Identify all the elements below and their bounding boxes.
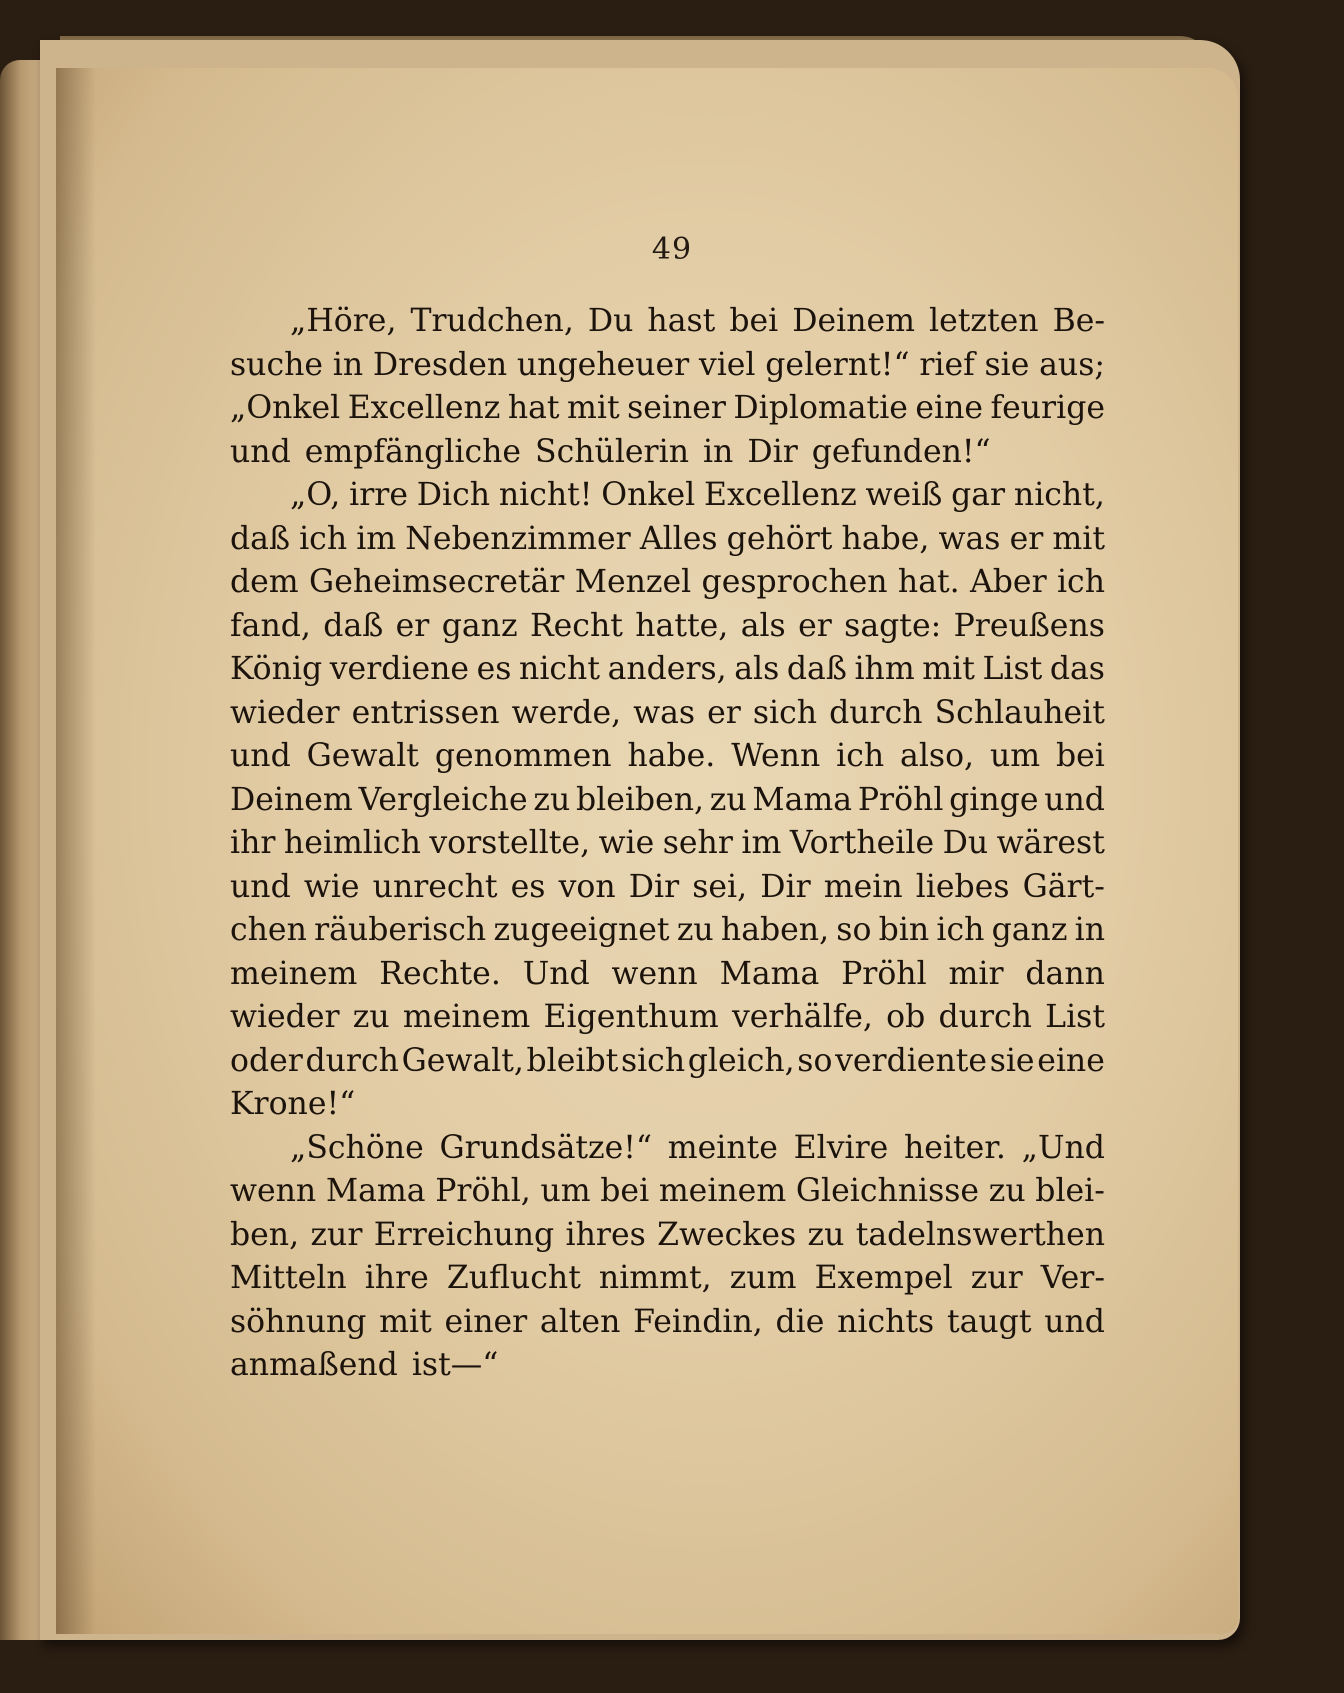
text-line: oder durch Gewalt, bleibt sich gleich, so verdiente sie eine (230, 1042, 1105, 1079)
text-line: „Höre, Trudchen, Du hast bei Deinem letzten Be- (290, 303, 1105, 339)
text-line: anmaßend ist—“ (230, 1347, 499, 1383)
text-line: Mitteln ihre Zuflucht nimmt, zum Exempel zur Ver- (230, 1260, 1105, 1296)
text-line: ihr heimlich vorstellte, wie sehr im Vortheile Du wärest (230, 825, 1105, 861)
text-line: und wie unrecht es von Dir sei, Dir mein liebes Gärt- (230, 868, 1105, 905)
spine-shadow (56, 68, 96, 1634)
text-line: söhnung mit einer alten Feindin, die nichts taugt und (230, 1303, 1105, 1340)
text-line: Krone!“ (230, 1086, 356, 1122)
text-line: und empfängliche Schülerin in Dir gefunden!“ (230, 433, 991, 470)
page-number: 49 (651, 232, 693, 267)
text-line: „Schöne Grundsätze!“ meinte Elvire heiter. „Und (290, 1129, 1105, 1166)
text-line: König verdiene es nicht anders, als daß ihm mit List das (230, 651, 1105, 687)
text-line: ben, zur Erreichung ihres Zweckes zu tadelnswerthen (230, 1216, 1105, 1253)
text-line: chen räuberisch zugeeignet zu haben, so bin ich ganz in (230, 912, 1105, 948)
text-line: wieder entrissen werde, was er sich durch Schlauheit (230, 694, 1105, 731)
text-line: Deinem Vergleiche zu bleiben, zu Mama Pröhl ginge und (230, 781, 1105, 818)
text-line: wenn Mama Pröhl, um bei meinem Gleichnisse zu blei- (230, 1173, 1105, 1209)
text-line: meinem Rechte. Und wenn Mama Pröhl mir dann (230, 955, 1105, 992)
text-line: dem Geheimsecretär Menzel gesprochen hat. Aber ich (230, 564, 1105, 600)
text-line: „O, irre Dich nicht! Onkel Excellenz weiß gar nicht, (290, 477, 1105, 513)
body-text (230, 300, 1105, 1388)
text-line: wieder zu meinem Eigenthum verhälfe, ob durch List (230, 999, 1105, 1035)
text-line: suche in Dresden ungeheuer viel gelernt!“ rief sie aus; (230, 346, 1105, 383)
text-line: fand, daß er ganz Recht hatte, als er sagte: Preußens (230, 607, 1105, 644)
text-line: „Onkel Excellenz hat mit seiner Diplomatie eine feurige (230, 390, 1105, 426)
text-line: daß ich im Nebenzimmer Alles gehört habe, was er mit (230, 520, 1105, 557)
text-line: und Gewalt genommen habe. Wenn ich also, um bei (230, 738, 1105, 774)
